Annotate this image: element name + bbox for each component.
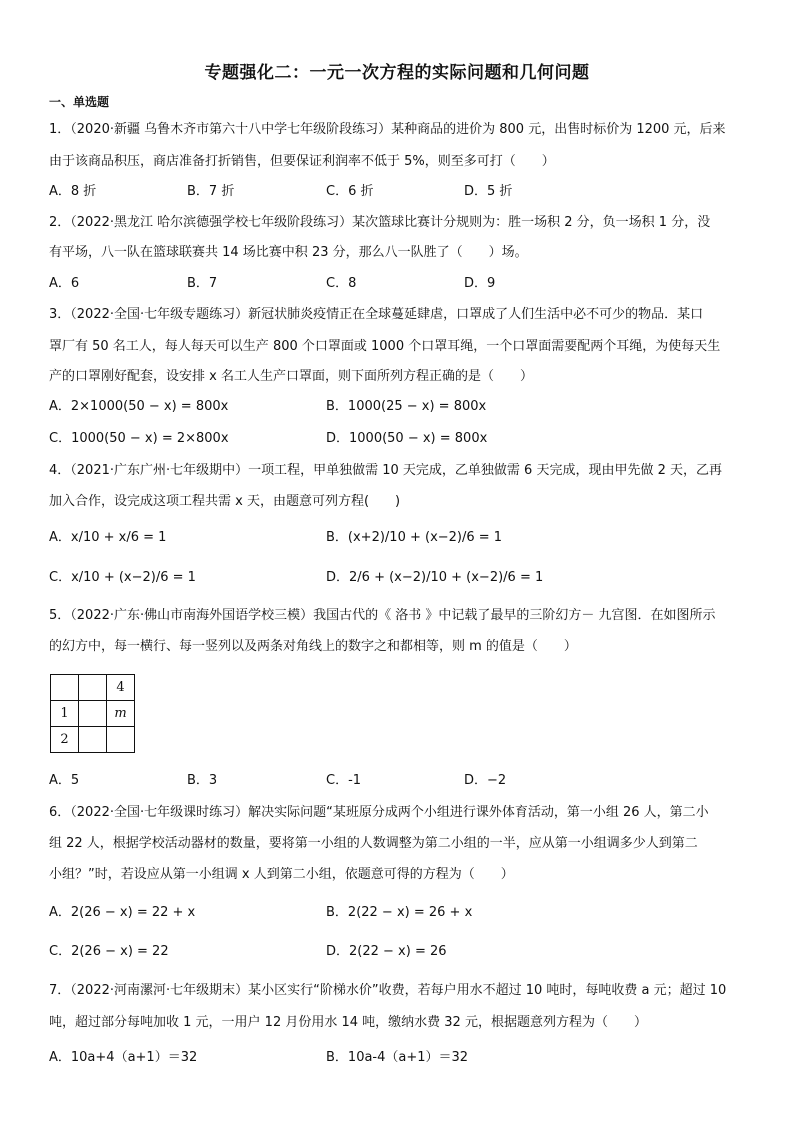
magic-cell: 4 — [107, 675, 135, 701]
q4-option-a[interactable]: A．x/10 + x/6 = 1 — [49, 530, 167, 545]
q5-option-a[interactable]: A．5 — [49, 773, 80, 788]
q3-option-c[interactable]: C．1000(50 − x) = 2×800x — [49, 431, 229, 446]
q6-line-1: 6．（2022·全国·七年级课时练习）解决实际问题“某班原分成两个小组进行课外体育活动，第一小组 26 人，第二小 — [49, 805, 709, 820]
q3-line-1: 3．（2022·全国·七年级专题练习）新冠状肺炎疫情正在全球蔓延肆虐，口罩成了人们生活中必不可少的物品．某口 — [49, 307, 704, 322]
q5-line-2: 的幻方中，每一横行、每一竖列以及两条对角线上的数字之和都相等，则 m 的值是（ ） — [49, 639, 577, 654]
section-heading: 一、单选题 — [49, 95, 110, 109]
q6-line-3: 小组？”时，若设应从第一小组调 x 人到第二小组，依题意可得的方程为（ ） — [49, 867, 514, 882]
magic-square-grid — [50, 674, 135, 753]
q5-option-d[interactable]: D．−2 — [464, 773, 507, 788]
magic-cell — [79, 675, 107, 701]
q4-option-b[interactable]: B．(x+2)/10 + (x−2)/6 = 1 — [326, 530, 503, 545]
q6-line-2: 组 22 人，根据学校活动器材的数量，要将第一小组的人数调整为第二小组的一半，应从第一小组调多少人到第二 — [49, 836, 698, 851]
q6-option-d[interactable]: D．2(22 − x) = 26 — [326, 944, 447, 959]
magic-cell: 1 — [51, 701, 79, 727]
q2-line-2: 有平场，八一队在篮球联赛共 14 场比赛中积 23 分，那么八一队胜了（ ）场。 — [49, 245, 528, 260]
q4-option-c[interactable]: C．x/10 + (x−2)/6 = 1 — [49, 570, 196, 585]
q6-option-b[interactable]: B．2(22 − x) = 26 + x — [326, 905, 473, 920]
q1-line-2: 由于该商品积压，商店准备打折销售，但要保证利润率不低于 5%，则至多可打（ ） — [49, 154, 555, 169]
q1-option-c[interactable]: C．6 折 — [326, 184, 374, 199]
q5-option-b[interactable]: B．3 — [187, 773, 218, 788]
magic-cell: 2 — [51, 727, 79, 753]
q7-option-a[interactable]: A．10a+4（a+1）＝32 — [49, 1050, 198, 1065]
q6-option-a[interactable]: A．2(26 − x) = 22 + x — [49, 905, 196, 920]
magic-cell: m — [107, 701, 135, 727]
q1-option-a[interactable]: A．8 折 — [49, 184, 97, 199]
q6-option-c[interactable]: C．2(26 − x) = 22 — [49, 944, 169, 959]
q4-line-2: 加入合作，设完成这项工程共需 x 天，由题意可列方程( ) — [49, 494, 401, 509]
page-title: 专题强化二：一元一次方程的实际问题和几何问题 — [204, 63, 590, 83]
q3-line-2: 罩厂有 50 名工人，每人每天可以生产 800 个口罩面或 1000 个口罩耳绳，一个口罩面需要配两个耳绳，为使每天生 — [49, 339, 721, 354]
q1-option-d[interactable]: D．5 折 — [464, 184, 513, 199]
magic-cell — [79, 727, 107, 753]
q5-line-1: 5．（2022·广东·佛山市南海外国语学校三模）我国古代的《 洛书 》中记载了最早的三阶幻方－ 九宫图．在如图所示 — [49, 608, 716, 623]
q7-line-1: 7．（2022·河南漯河·七年级期末）某小区实行“阶梯水价”收费，若每户用水不超过 10 吨时，每吨收费 a 元；超过 10 — [49, 983, 727, 998]
q4-line-1: 4．（2021·广东广州·七年级期中）一项工程，甲单独做需 10 天完成，乙单独做需 6 天完成，现由甲先做 2 天，乙再 — [49, 463, 722, 478]
q3-option-d[interactable]: D．1000(50 − x) = 800x — [326, 431, 488, 446]
q3-option-a[interactable]: A．2×1000(50 − x) = 800x — [49, 399, 229, 414]
q7-line-2: 吨，超过部分每吨加收 1 元，一用户 12 月份用水 14 吨，缴纳水费 32 元，根据题意列方程为（ ） — [49, 1015, 647, 1030]
q2-option-b[interactable]: B．7 — [187, 276, 218, 291]
magic-cell — [107, 727, 135, 753]
q3-line-3: 产的口罩刚好配套，设安排 x 名工人生产口罩面，则下面所列方程正确的是（ ） — [49, 369, 533, 384]
magic-cell — [79, 701, 107, 727]
q4-option-d[interactable]: D．2/6 + (x−2)/10 + (x−2)/6 = 1 — [326, 570, 544, 585]
q1-option-b[interactable]: B．7 折 — [187, 184, 235, 199]
q2-line-1: 2．（2022·黑龙江 哈尔滨德强学校七年级阶段练习）某次篮球比赛计分规则为：胜一场积 2 分，负一场积 1 分，没 — [49, 215, 711, 230]
q2-option-d[interactable]: D．9 — [464, 276, 496, 291]
q3-option-b[interactable]: B．1000(25 − x) = 800x — [326, 399, 487, 414]
q2-option-a[interactable]: A．6 — [49, 276, 80, 291]
magic-cell — [51, 675, 79, 701]
q1-line-1: 1．（2020·新疆 乌鲁木齐市第六十八中学七年级阶段练习）某种商品的进价为 800 元，出售时标价为 1200 元，后来 — [49, 122, 726, 137]
q5-option-c[interactable]: C．-1 — [326, 773, 362, 788]
q7-option-b[interactable]: B．10a-4（a+1）＝32 — [326, 1050, 469, 1065]
q2-option-c[interactable]: C．8 — [326, 276, 357, 291]
